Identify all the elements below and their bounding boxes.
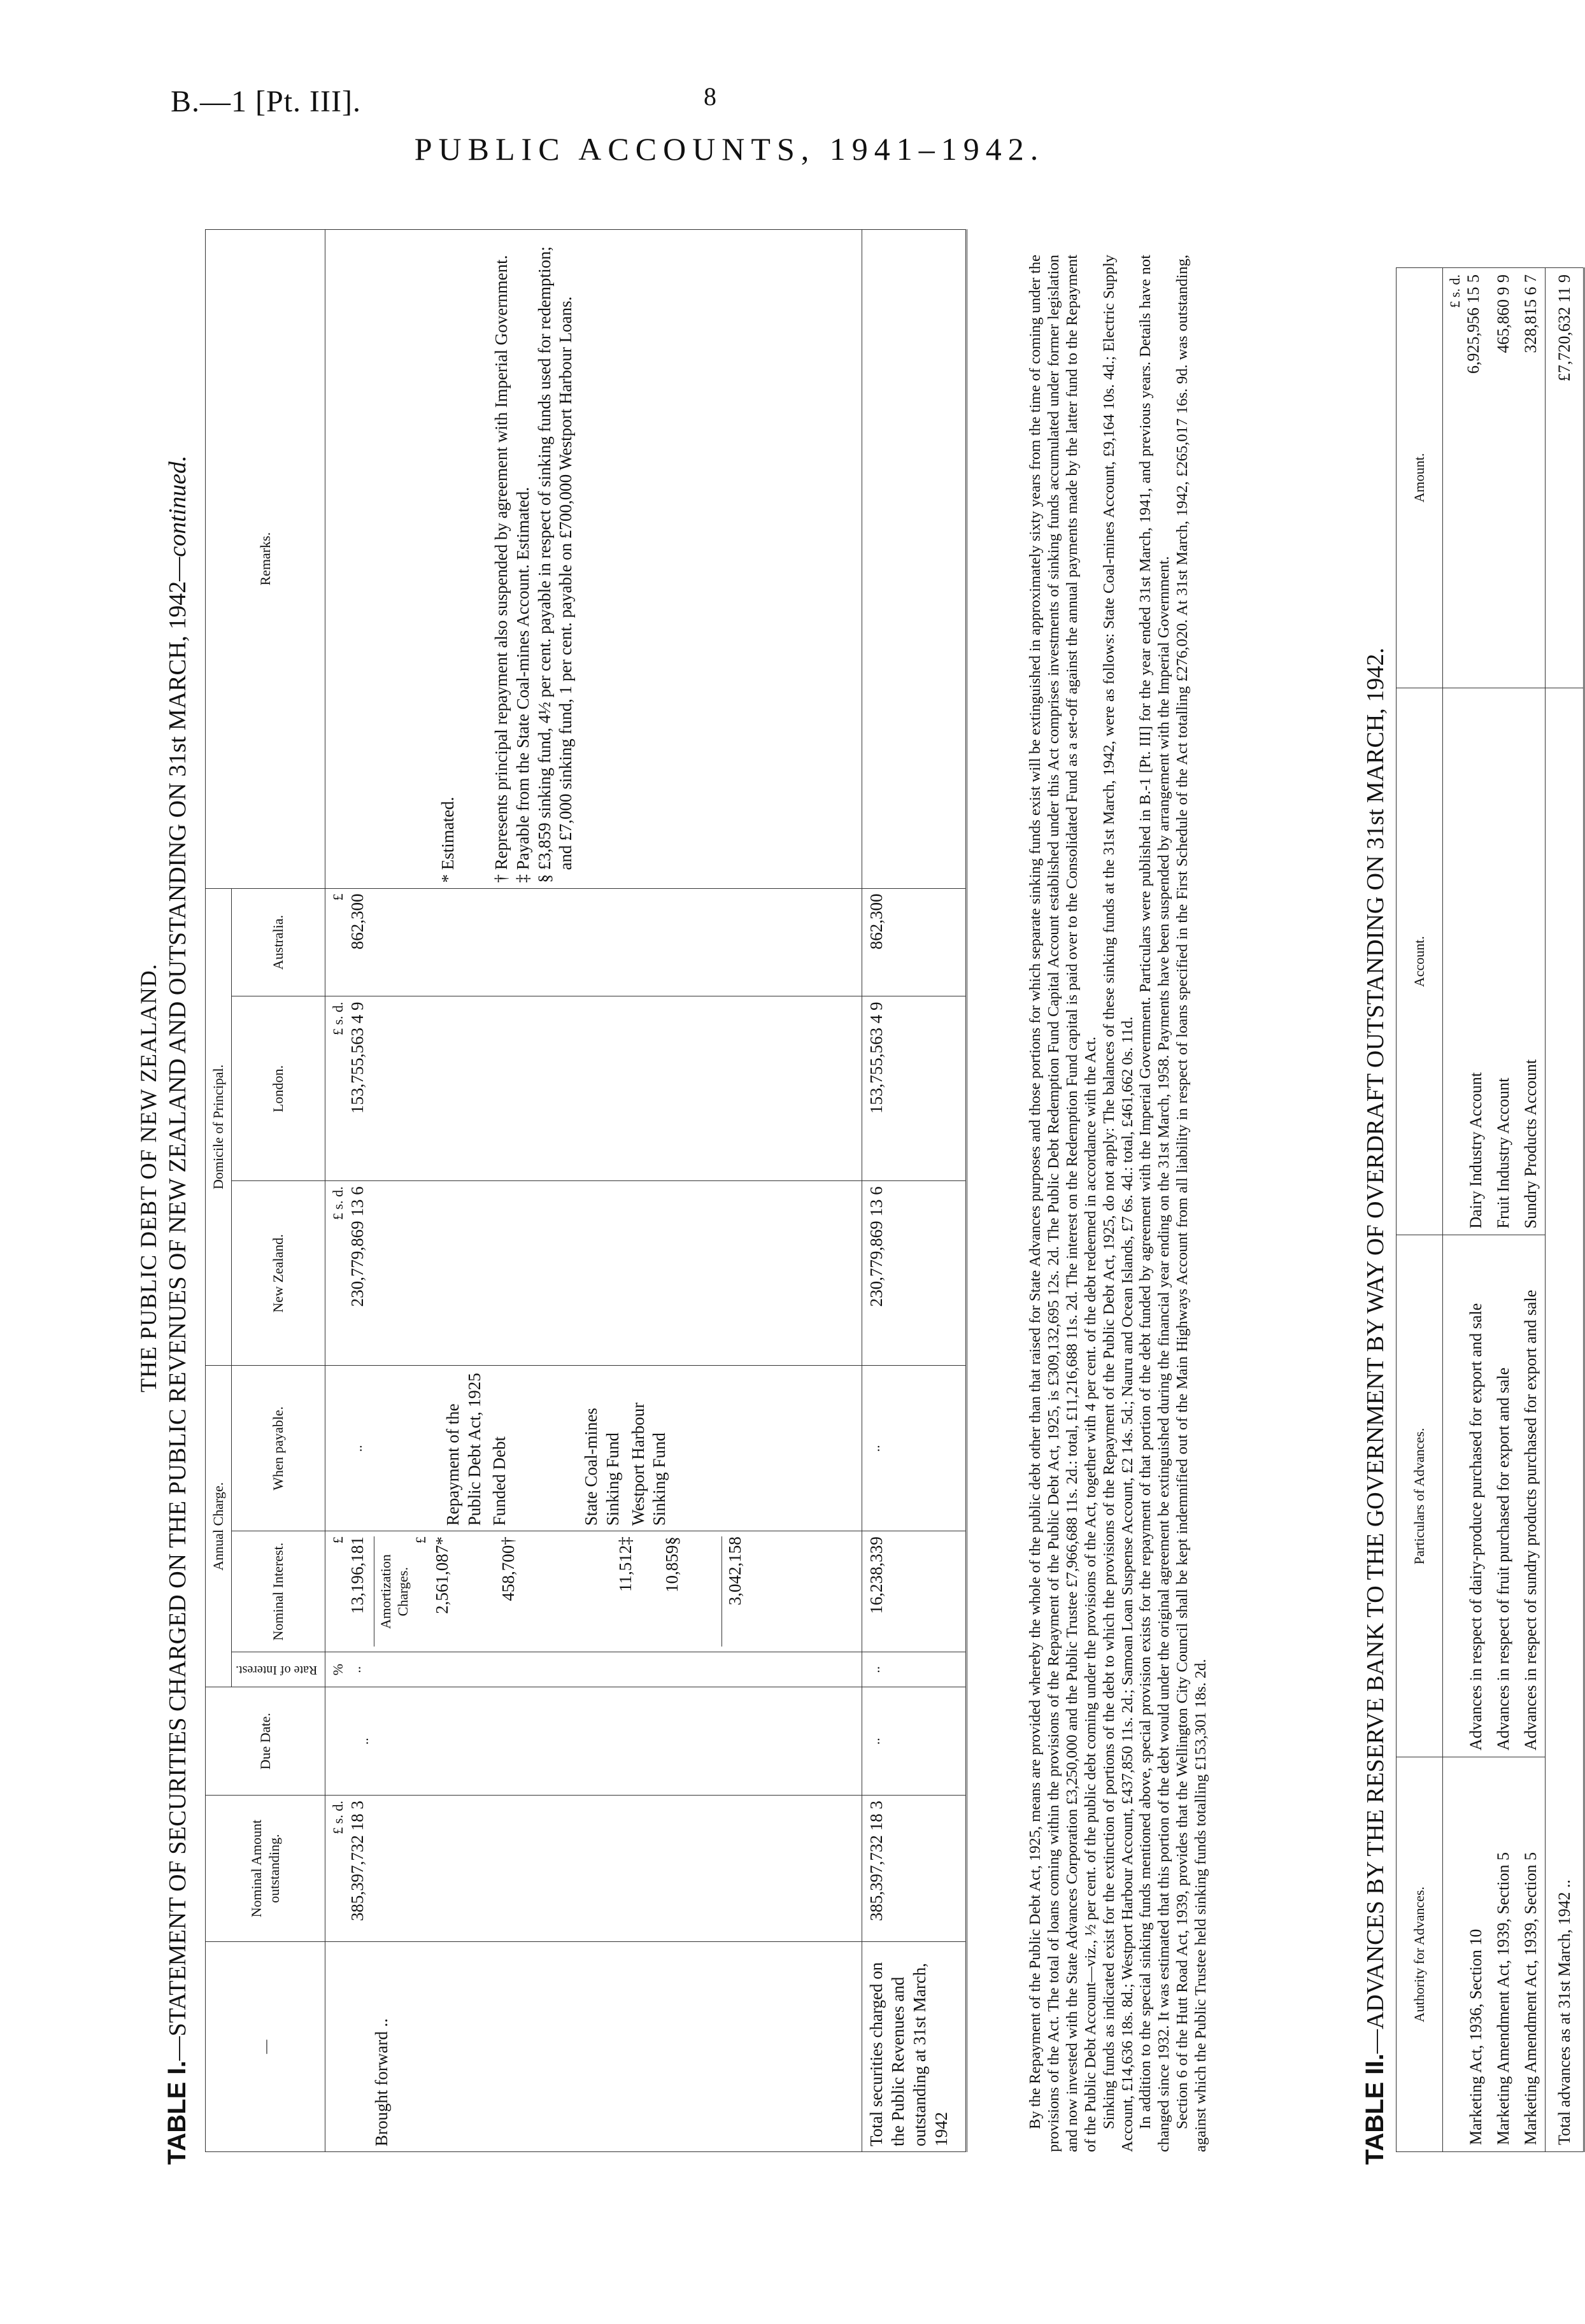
total-due-date: .. (862, 1687, 967, 1796)
table1-title (163, 455, 192, 2165)
col-authority-header: Authority for Advances. (1397, 1757, 1443, 2152)
table2-title-text: —ADVANCES BY THE RESERVE BANK TO THE GOVERNMENT BY WAY OF OVERDRAFT OUTSTANDING ON 31st MARCH, 1942. (1362, 648, 1389, 2054)
col-particulars-header: Particulars of Advances. (1397, 1235, 1443, 1757)
col-domicile-header: Domicile of Principal. (206, 888, 232, 1366)
account-cell: Fruit Industry Account (1489, 688, 1517, 1235)
amount-cell: £ s. d. 6,925,956 15 5 (1443, 268, 1490, 688)
total-nominal-interest: 16,238,339 (862, 1531, 967, 1652)
col-when-payable-header: When payable. (231, 1366, 325, 1531)
cell-london: £ s. d. 153,755,563 4 9 (325, 996, 862, 1181)
total-new-zealand: 230,779,869 13 6 (862, 1181, 967, 1366)
col-amount-header: Amount. (1397, 268, 1443, 688)
total-remarks (862, 230, 967, 889)
total-rate: .. (862, 1652, 967, 1687)
cell-nominal-amount: £ s. d. 385,397,732 18 3 (325, 1796, 862, 1942)
table1-title-suffix: continued. (164, 455, 191, 557)
account-cell: Dairy Industry Account (1443, 688, 1490, 1235)
document-reference: B.—1 [Pt. III]. (171, 85, 361, 118)
total-nominal-amount: 385,397,732 18 3 (862, 1796, 967, 1942)
cell-rate: % .. (325, 1652, 862, 1687)
col-new-zealand-header: New Zealand. (231, 1181, 325, 1366)
col-rate-header: Rate of Interest. (231, 1652, 325, 1687)
authority-cell: Marketing Amendment Act, 1939, Section 5 (1517, 1757, 1545, 2152)
table-row-total (862, 230, 967, 2152)
brought-forward-label: Brought forward .. (325, 1942, 862, 2152)
table-row (1443, 268, 1490, 2152)
authority-cell: Marketing Act, 1936, Section 10 (1443, 1757, 1490, 2152)
public-debt-super-title: THE PUBLIC DEBT OF NEW ZEALAND. (136, 963, 161, 1392)
total-advances-label: Total advances as at 31st March, 1942 .. (1545, 688, 1584, 2151)
note-paragraph: Sinking funds as indicated exist for the extinction of portions of the debt to which the provisions of the Repayment of the Public Debt Act, 1925, do not apply: The balances of these sinking funds at the 31st March, 1942, were as follows: State Coal-mines Account, £9,164 10s. 4d.; Electric Supply Account, £14,636 18s. 8d.; Westport Harbour Account, £437,850 11s. 2d.; Samoan Loan Suspense Account, £2 14s. 5d.; Nauru and Ocean Islands, £7 6s. 4d.: total, £461,662 0s. 11d. (1100, 255, 1136, 2152)
cell-when-payable: .. Repayment of the Public Debt Act, 1925 Funded Debt State Coal-mines Sinking Fund Westport Harbour Sinking Fund (325, 1366, 862, 1531)
table-row (1517, 268, 1545, 2152)
particulars-cell: Advances in respect of sundry products purchased for export and sale (1517, 1235, 1545, 1757)
total-advances-amount: £7,720,632 11 9 (1545, 268, 1584, 688)
col-nominal-amount-header: Nominal Amount outstanding. (206, 1796, 325, 1942)
total-london: 153,755,563 4 9 (862, 996, 967, 1181)
note-paragraph: By the Repayment of the Public Debt Act, 1925, means are provided whereby the whole of the public debt other than that raised for State Advances purposes and those portions for which separate sinking funds exist will be extinguished in approximately sixty years from the time of coming under the provisions of the Act. The total of loans coming within the provisions of the Repayment of the Public Debt Act, 1925, is £309,132,695 12s. 2d. The Public Debt Redemption Fund Capital Account established under this Act comprises investments of sinking funds accumulated under former legislation and now invested with the State Advances Corporation £3,250,000 and the Public Trustee £7,966,688 11s. 2d.: total, £11,216,688 11s. 2d. The interest on the Redemption Fund capital is paid over to the Consolidated Fund as a set-off against the annual payments made by the latter fund to the Repayment of the Public Debt Account—viz., ½ per cent. of the public debt coming under the provisions of the Act, together with 4 per cent. of the debt redeemed in accordance with the Act. (1027, 255, 1099, 2152)
table-row (1489, 268, 1517, 2152)
col-london-header: London. (231, 996, 325, 1181)
total-label: Total securities charged on the Public Revenues and outstanding at 31st March, 1942 (862, 1942, 967, 2152)
total-australia: 862,300 (862, 888, 967, 996)
account-cell: Sundry Products Account (1517, 688, 1545, 1235)
table2-label: TABLE II. (1361, 2053, 1389, 2165)
table1-label: TABLE I. (163, 2060, 191, 2165)
col-account-header: Account. (1397, 688, 1443, 1235)
col-blank-header: — (206, 1942, 325, 2152)
cell-australia: £ 862,300 (325, 888, 862, 996)
amount-cell: 328,815 6 7 (1517, 268, 1545, 688)
col-australia-header: Australia. (231, 888, 325, 996)
rotated-landscape-content (135, 191, 1574, 2165)
running-title: PUBLIC ACCOUNTS, 1941–1942. (414, 131, 1045, 167)
amount-cell: 465,860 9 9 (1489, 268, 1517, 688)
note-paragraph: Section 6 of the Hutt Road Act, 1939, provides that the Wellington City Council shall be kept indemnified out of the Main Highways Account from all liability in respect of loans specified in the First Schedule of the Act totalling £276,020. At 31st March, 1942, £265,017 16s. 9d. was outstanding, against which the Public Trustee held sinking funds totalling £153,301 18s. 2d. (1174, 255, 1210, 2152)
table2-advances (1396, 267, 1585, 2152)
page-number: 8 (704, 82, 716, 111)
table-row-total (1545, 268, 1584, 2152)
note-paragraph: In addition to the special sinking funds mentioned above, special provision exists for the repayment of that portion of the debt funded by agreement with the Imperial Government. Particulars were published in B.-1 [Pt. III] for the year ended 31st March, 1941, and previous years. Details have not changed since 1932. It was estimated that this portion of the debt would under the original agreement be extinguished during the financial year ending on the 31st March, 1958. Payments have been suspended by arrangement with the Imperial Government. (1137, 255, 1173, 2152)
table1-securities (205, 229, 967, 2152)
authority-cell: Marketing Amendment Act, 1939, Section 5 (1489, 1757, 1517, 2152)
col-annual-charge-header: Annual Charge. (206, 1366, 232, 1687)
particulars-cell: Advances in respect of fruit purchased for export and sale (1489, 1235, 1517, 1757)
cell-due-date: .. (325, 1687, 862, 1796)
cell-new-zealand: £ s. d. 230,779,869 13 6 (325, 1181, 862, 1366)
col-nominal-interest-header: Nominal Interest. (231, 1531, 325, 1652)
cell-nominal-interest: £ 13,196,181 Amortization Charges. £ 2,561,087* 458,700† 11,512‡ 10,859§ 3,042,158 (325, 1531, 862, 1652)
col-due-date-header: Due Date. (206, 1687, 325, 1796)
table-row-brought-forward (325, 230, 862, 2152)
total-when-payable: .. (862, 1366, 967, 1531)
col-remarks-header: Remarks. (206, 230, 325, 889)
table2-title (1361, 648, 1390, 2165)
explanatory-notes (1027, 255, 1211, 2152)
table1-title-text: —STATEMENT OF SECURITIES CHARGED ON THE PUBLIC REVENUES OF NEW ZEALAND AND OUTSTANDING ON 31st MARCH, 1942— (164, 556, 191, 2061)
cell-remarks: * Estimated. † Represents principal repayment also suspended by agreement with Imperial Government. ‡ Payable from the State Coal-mines Account. Estimated. § £3,859 sinking fund, 4½ per cent. payable in respect of sinking funds used for redemption; and £7,000 sinking fund, 1 per cent. payable on £700,000 Westport Harbour Loans. (325, 230, 862, 889)
particulars-cell: Advances in respect of dairy-produce purchased for export and sale (1443, 1235, 1490, 1757)
